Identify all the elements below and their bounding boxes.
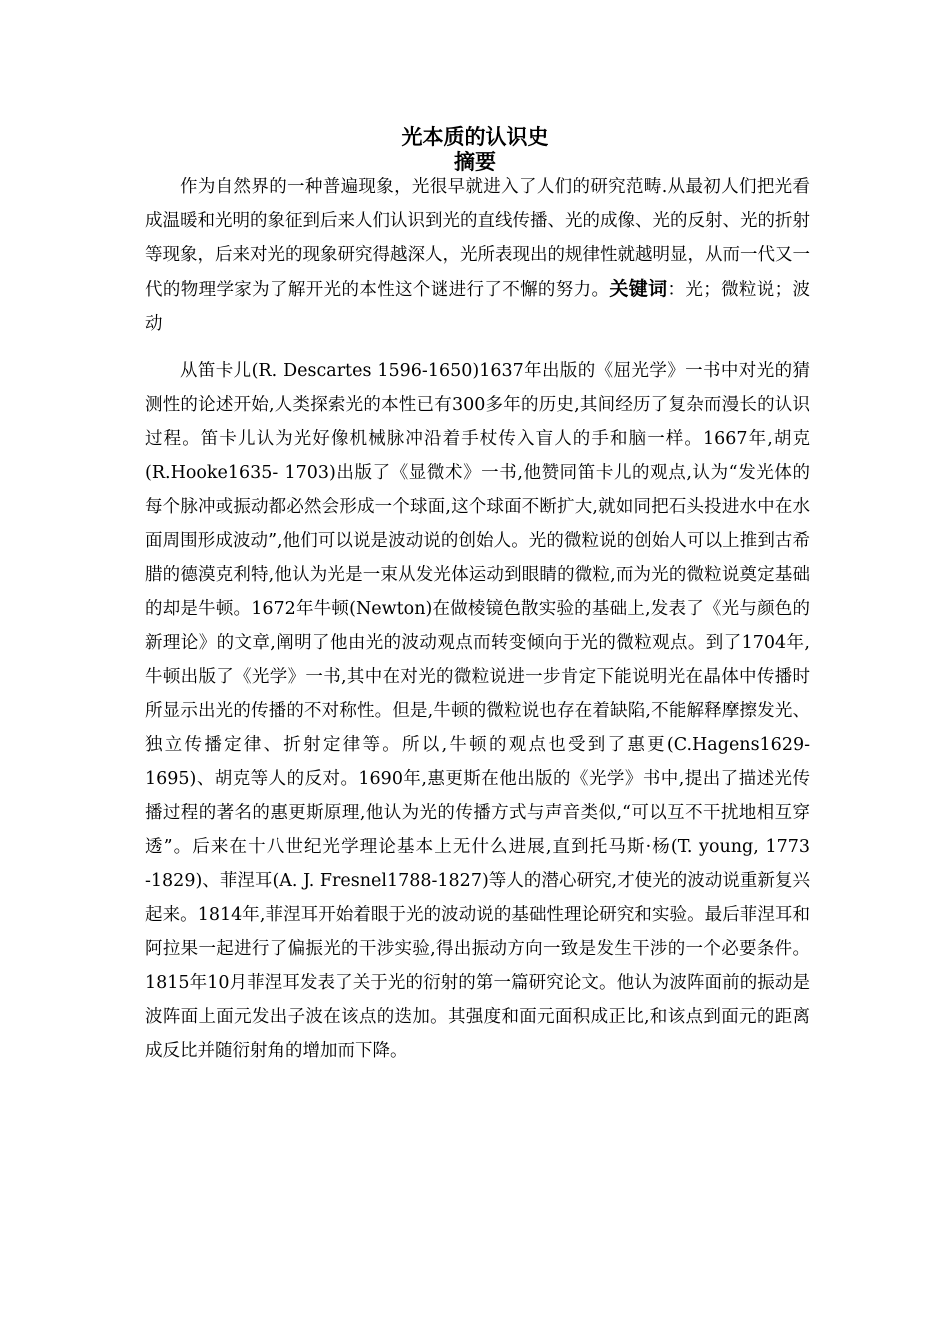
body-section — [145, 354, 810, 1068]
document-title: 光本质的认识史 — [401, 125, 549, 149]
abstract-heading: 摘要 — [454, 150, 496, 174]
keywords-text: ：光；微粒说；波动 — [145, 280, 811, 334]
abstract-paragraph — [145, 170, 810, 341]
abstract-text: 作为自然界的一种普遍现象，光很早就进入了人们的研究范畴.从最初人们把光看成温暖和光明的象征到后来人们认识到光的直线传播、光的成像、光的反射、光的折射等现象，后来对光的现象研究得越深人，光所表现出的规律性就越明显，从而一代又一代的物理学家为了解开光的本性这个谜进行了不懈的努力。 — [145, 177, 810, 300]
abstract-section — [145, 170, 810, 341]
body-paragraph: 从笛卡儿(R. Descartes 1596-1650)1637年出版的《屈光学》一书中对光的猜测性的论述开始,人类探索光的本性已有300多年的历史,其间经历了复杂而漫长的认识过程。笛卡儿认为光好像机械脉冲沿着手杖传入盲人的手和脑一样。1667年,胡克(R.Hooke1635- 1703)出版了《显微术》一书,他赞同笛卡儿的观点,认为“发光体的每个脉冲或振动都必然会形成一个球面,这个球面不断扩大,就如同把石头投进水中在水面周围形成波动”,他们可以说是波动说的创始人。光的微粒说的创始人可以上推到古希腊的德漠克利特,他认为光是一束从发光体运动到眼睛的微粒,而为光的微粒说奠定基础的却是牛顿。1672年牛顿(Newton)在做棱镜色散实验的基础上,发表了《光与颜色的新理论》的文章,阐明了他由光的波动观点而转变倾向于光的微粒观点。到了1704年,牛顿出版了《光学》一书,其中在对光的微粒说进一步肯定下能说明光在晶体中传播时所显示出光的传播的不对称性。但是,牛顿的微粒说也存在着缺陷,不能解释摩擦发光、独立传播定律、折射定律等。所以,牛顿的观点也受到了惠更(C.Hagens1629-1695)、胡克等人的反对。1690年,惠更斯在他出版的《光学》书中,提出了描述光传播过程的著名的惠更斯原理,他认为光的传播方式与声音类似,“可以互不干扰地相互穿透”。后来在十八世纪光学理论基本上无什么进展,直到托马斯·杨(T. young, 1773 -1829)、菲涅耳(A. J. Fresnel1788-1827)等人的潜心研究,才使光的波动说重新复兴起来。1814年,菲涅耳开始着眼于光的波动说的基础性理论研究和实验。最后菲涅耳和阿拉果一起进行了偏振光的干涉实验,得出振动方向一致是发生干涉的一个必要条件。1815年10月菲涅耳发表了关于光的衍射的第一篇研究论文。他认为波阵面前的振动是波阵面上面元发出子波在该点的迭加。其强度和面元面积成正比,和该点到面元的距离成反比并随衍射角的增加而下降。 — [145, 361, 810, 1061]
keywords-label: 关键词 — [609, 278, 668, 300]
